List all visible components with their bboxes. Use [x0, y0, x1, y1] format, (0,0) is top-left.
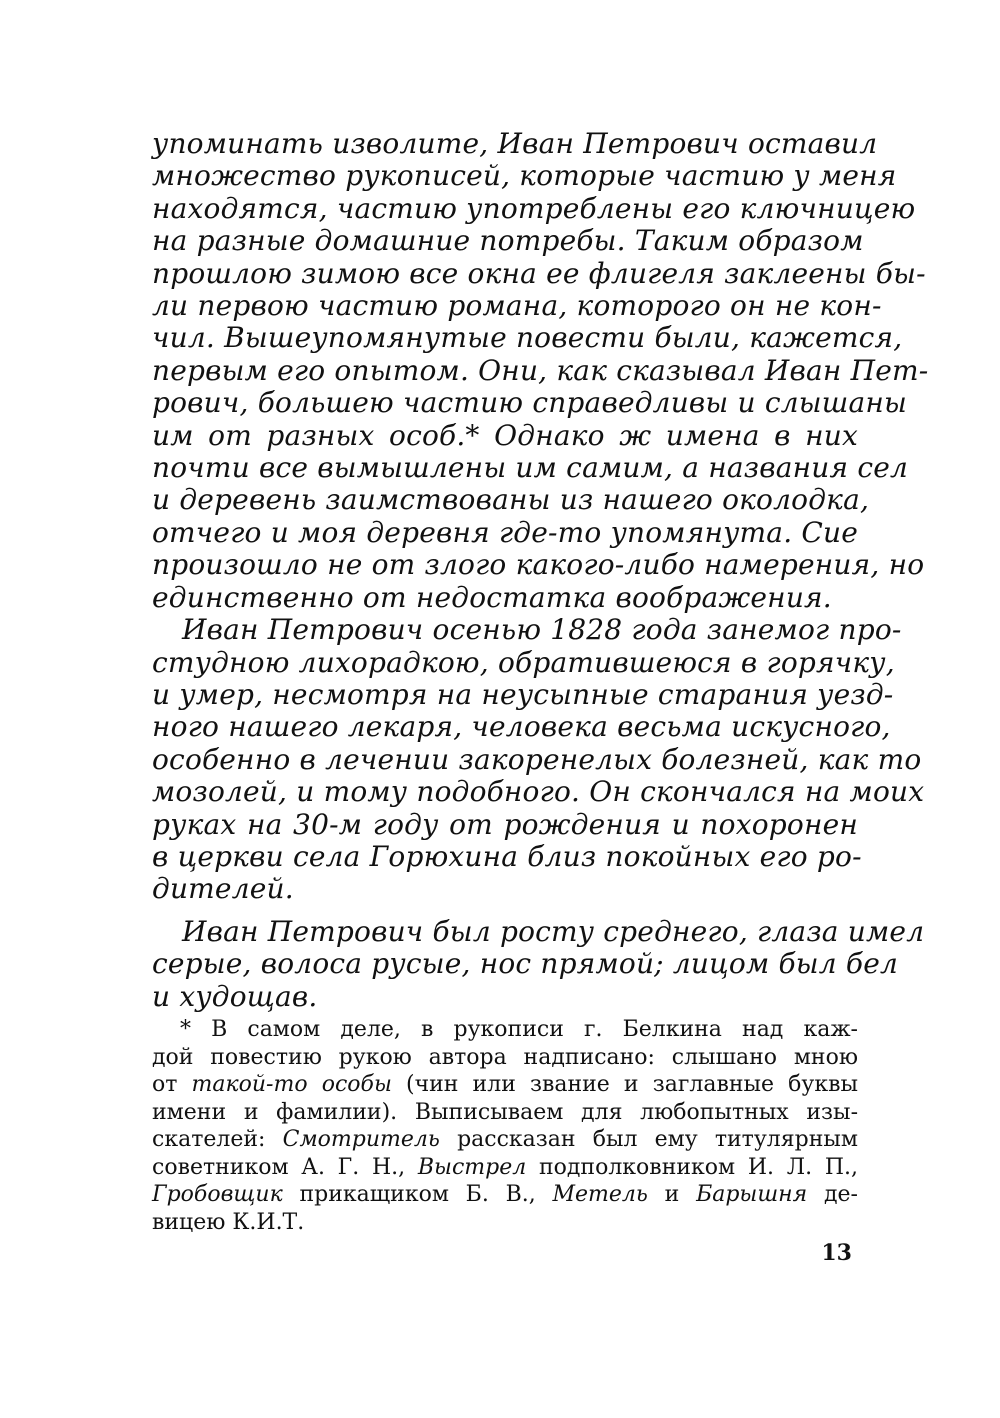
text-line: чил. Вышеупомянутые повести были, кажется, — [152, 321, 903, 355]
text-line: почти все вымышлены им самим, а названия сел — [152, 451, 909, 485]
text-line: ли первою частию романа, которого он не кон- — [152, 289, 882, 323]
story-title: Смотритель — [282, 1127, 440, 1152]
footnote-line — [152, 1181, 858, 1209]
footnote-text: и — [647, 1182, 697, 1207]
footnote-line: дой повестию рукою автора надписано: слышано мною — [152, 1044, 858, 1070]
story-title: Выстрел — [417, 1154, 527, 1180]
story-title: Метель — [552, 1182, 648, 1207]
footnote-text: де- — [807, 1182, 858, 1207]
footnote-text: (чин или звание и заглавные буквы — [391, 1072, 858, 1097]
text-line: и умер, несмотря на неусыпные старания уезд- — [152, 677, 894, 711]
text-line: упоминать изволите, Иван Петрович оставил — [152, 127, 878, 160]
footnote-line: вицею К.И.Т. — [152, 1209, 305, 1235]
footnote-text: прикащиком Б. В., — [282, 1182, 553, 1207]
footnote-text: от — [152, 1072, 192, 1097]
text-line: единственно от недостатка воображения. — [152, 580, 832, 614]
text-line: руках на 30-м году от рождения и похоронен — [152, 807, 858, 841]
story-title: Гробовщик — [152, 1182, 283, 1207]
text-line: Иван Петрович осенью 1828 года занемог про- — [182, 613, 902, 647]
footnote-line: имени и фамилии). Выписываем для любопытных изы- — [152, 1099, 858, 1125]
footnote-text: советником А. Г. Н., — [152, 1154, 418, 1180]
text-line: множество рукописей, которые частию у меня — [152, 159, 897, 193]
footnote-line — [152, 1071, 858, 1099]
footnote-line: * В самом деле, в рукописи г. Белкина над каж- — [180, 1017, 858, 1042]
text-line: в церкви села Горюхина близ покойных его ро- — [152, 839, 862, 873]
text-line: на разные домашние потребы. Таким образом — [152, 224, 864, 258]
footnote-italic-text: такой-то особы — [191, 1072, 392, 1097]
text-line: им от разных особ.* Однако ж имена в них — [152, 418, 858, 452]
text-line: и худощав. — [152, 979, 318, 1013]
footnote-line — [152, 1154, 858, 1182]
footnote-line — [152, 1126, 858, 1154]
text-line: мозолей, и тому подобного. Он скончался на моих — [152, 775, 925, 809]
text-line: прошлою зимою все окна ее флигеля заклеены бы- — [152, 256, 926, 290]
text-line: особенно в лечении закоренелых болезней, как то — [152, 742, 922, 776]
text-line: и деревень заимствованы из нашего околодка, — [152, 483, 870, 517]
text-line: Иван Петрович был росту среднего, глаза имел — [182, 914, 925, 948]
text-line: студною лихорадкою, обратившеюся в горячку, — [152, 645, 895, 679]
story-title: Барышня — [696, 1182, 808, 1207]
footnote-text: подполковником И. Л. П., — [526, 1154, 858, 1180]
footnote-text: скателей: — [152, 1127, 283, 1152]
main-text — [152, 127, 929, 1013]
text-line: произошло не от злого какого-либо намерения, но — [152, 548, 925, 582]
footnote-text: рассказан был ему титулярным — [439, 1127, 858, 1152]
text-line: первым его опытом. Они, как сказывал Иван Пет- — [152, 353, 929, 387]
text-line: серые, волоса русые, нос прямой; лицом был бел — [152, 947, 898, 981]
text-line: отчего и моя деревня где-то упомянута. Сие — [152, 515, 859, 549]
text-line: рович, большею частию справедливы и слышаны — [152, 386, 908, 420]
footnote — [152, 1016, 858, 1236]
text-line: ного нашего лекаря, человека весьма искусного, — [152, 710, 891, 744]
text-line: дителей. — [152, 872, 294, 906]
page-number: 13 — [821, 1240, 852, 1266]
text-line: находятся, частию употреблены его ключницею — [152, 191, 916, 225]
